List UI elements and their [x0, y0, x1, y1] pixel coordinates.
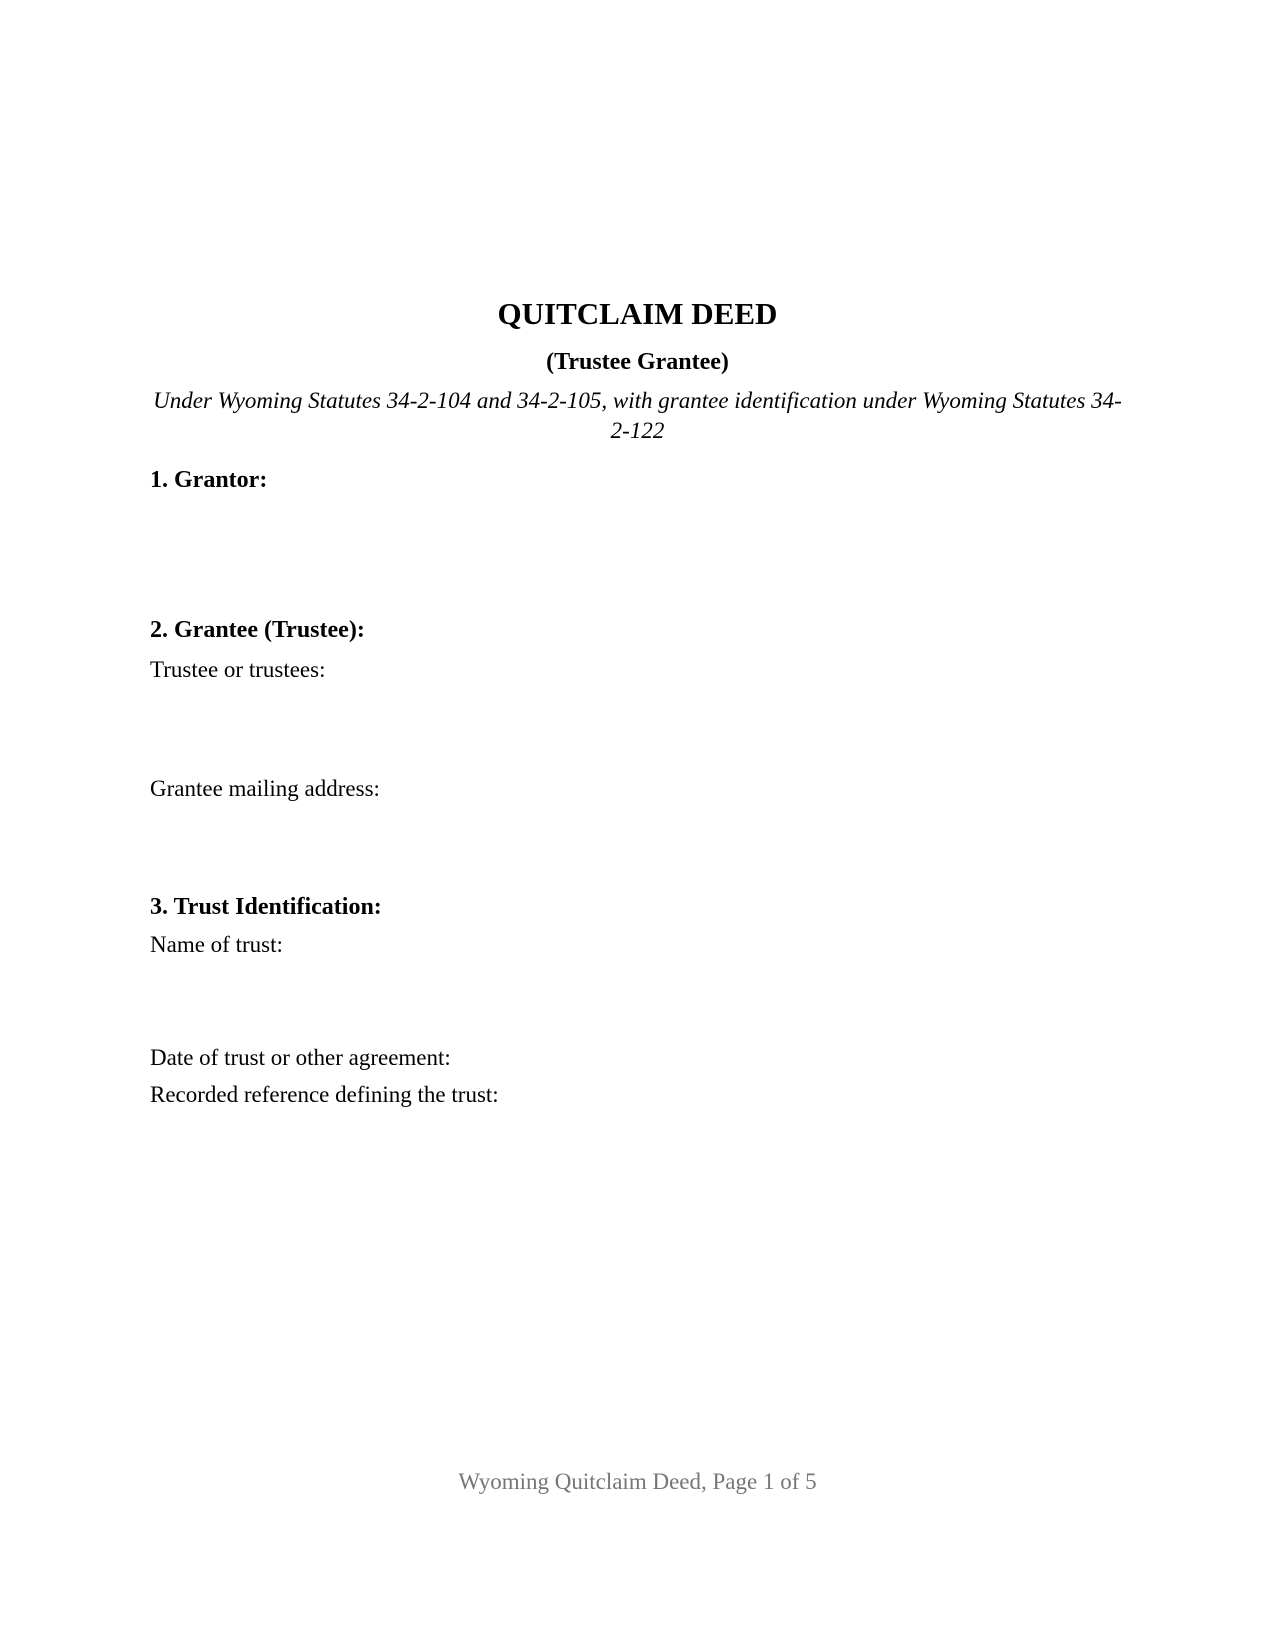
trust-name-label: Name of trust:: [150, 932, 283, 957]
trust-date-label: Date of trust or other agreement:: [150, 1045, 451, 1070]
page-footer: Wyoming Quitclaim Deed, Page 1 of 5: [458, 1469, 817, 1494]
section-heading-trust-identification: 3. Trust Identification:: [150, 894, 382, 920]
section-heading-grantee: 2. Grantee (Trustee):: [150, 617, 365, 643]
grantee-mailing-address-label: Grantee mailing address:: [150, 776, 380, 801]
document-subtitle: (Trustee Grantee): [546, 349, 729, 375]
trust-recorded-reference-label: Recorded reference defining the trust:: [150, 1082, 499, 1107]
section-heading-grantor: 1. Grantor:: [150, 467, 268, 493]
statute-reference: Under Wyoming Statutes 34-2-104 and 34-2-105, with grantee identification under Wyoming Statutes 34-2-122: [153, 388, 1122, 443]
document-title: QUITCLAIM DEED: [497, 296, 778, 331]
trustees-label: Trustee or trustees:: [150, 657, 326, 682]
